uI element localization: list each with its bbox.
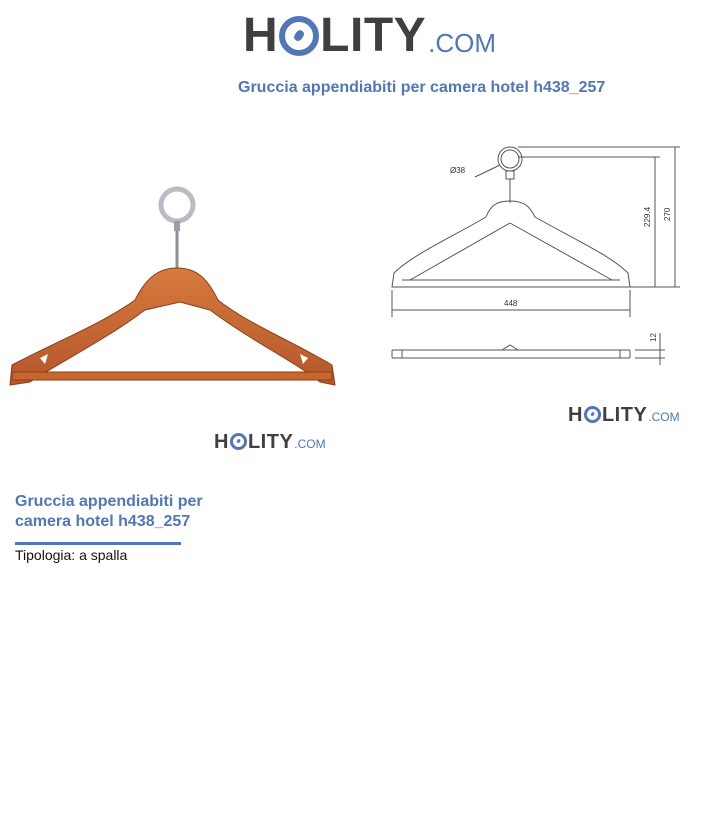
drawing-hanger-inner	[410, 223, 612, 280]
technical-drawing	[380, 135, 710, 375]
hanger-bar	[12, 372, 332, 380]
logo-text-right: LITY	[601, 404, 648, 426]
title-divider	[15, 542, 181, 545]
photo-logo	[214, 432, 326, 452]
dim-label-ring: Ø38	[450, 166, 466, 175]
product-photo	[0, 150, 360, 400]
logo-ring-icon	[279, 16, 319, 56]
logo-ring-icon	[230, 433, 247, 450]
logo-text-right: LITY	[320, 9, 427, 62]
side-view	[392, 350, 630, 358]
dim-label-thickness: 12	[649, 333, 658, 342]
page-title: Gruccia appendiabiti per camera hotel h438_257	[238, 79, 606, 96]
logo-text-right: LITY	[247, 431, 294, 453]
logo-ring-icon	[584, 406, 601, 423]
product-title: Gruccia appendiabiti per camera hotel h438_257	[15, 493, 203, 530]
header-logo[interactable]	[243, 9, 497, 62]
logo-text-left: H	[214, 431, 229, 453]
drawing-ring	[498, 147, 522, 171]
drawing-clip	[506, 171, 514, 179]
logo-domain: .COM	[648, 410, 680, 424]
dim-label-inner-height: 229.4	[643, 206, 652, 227]
side-view-hook	[502, 345, 518, 350]
logo-domain: .COM	[294, 437, 326, 451]
dim-label-total-height: 270	[663, 207, 672, 221]
ring-leader	[475, 165, 500, 177]
spec-tipologia: Tipologia: a spalla	[15, 547, 128, 563]
logo-text-left: H	[568, 404, 583, 426]
dim-label-width: 448	[504, 299, 518, 308]
logo-text-left: H	[243, 9, 279, 62]
hanger-ring	[161, 189, 193, 221]
hanger-body	[10, 268, 335, 385]
hanger-clip	[174, 221, 180, 231]
drawing-hanger-outline	[392, 201, 630, 287]
drawing-logo	[568, 405, 680, 425]
drawing-ring-inner	[501, 150, 519, 168]
logo-domain: .COM	[428, 28, 497, 58]
